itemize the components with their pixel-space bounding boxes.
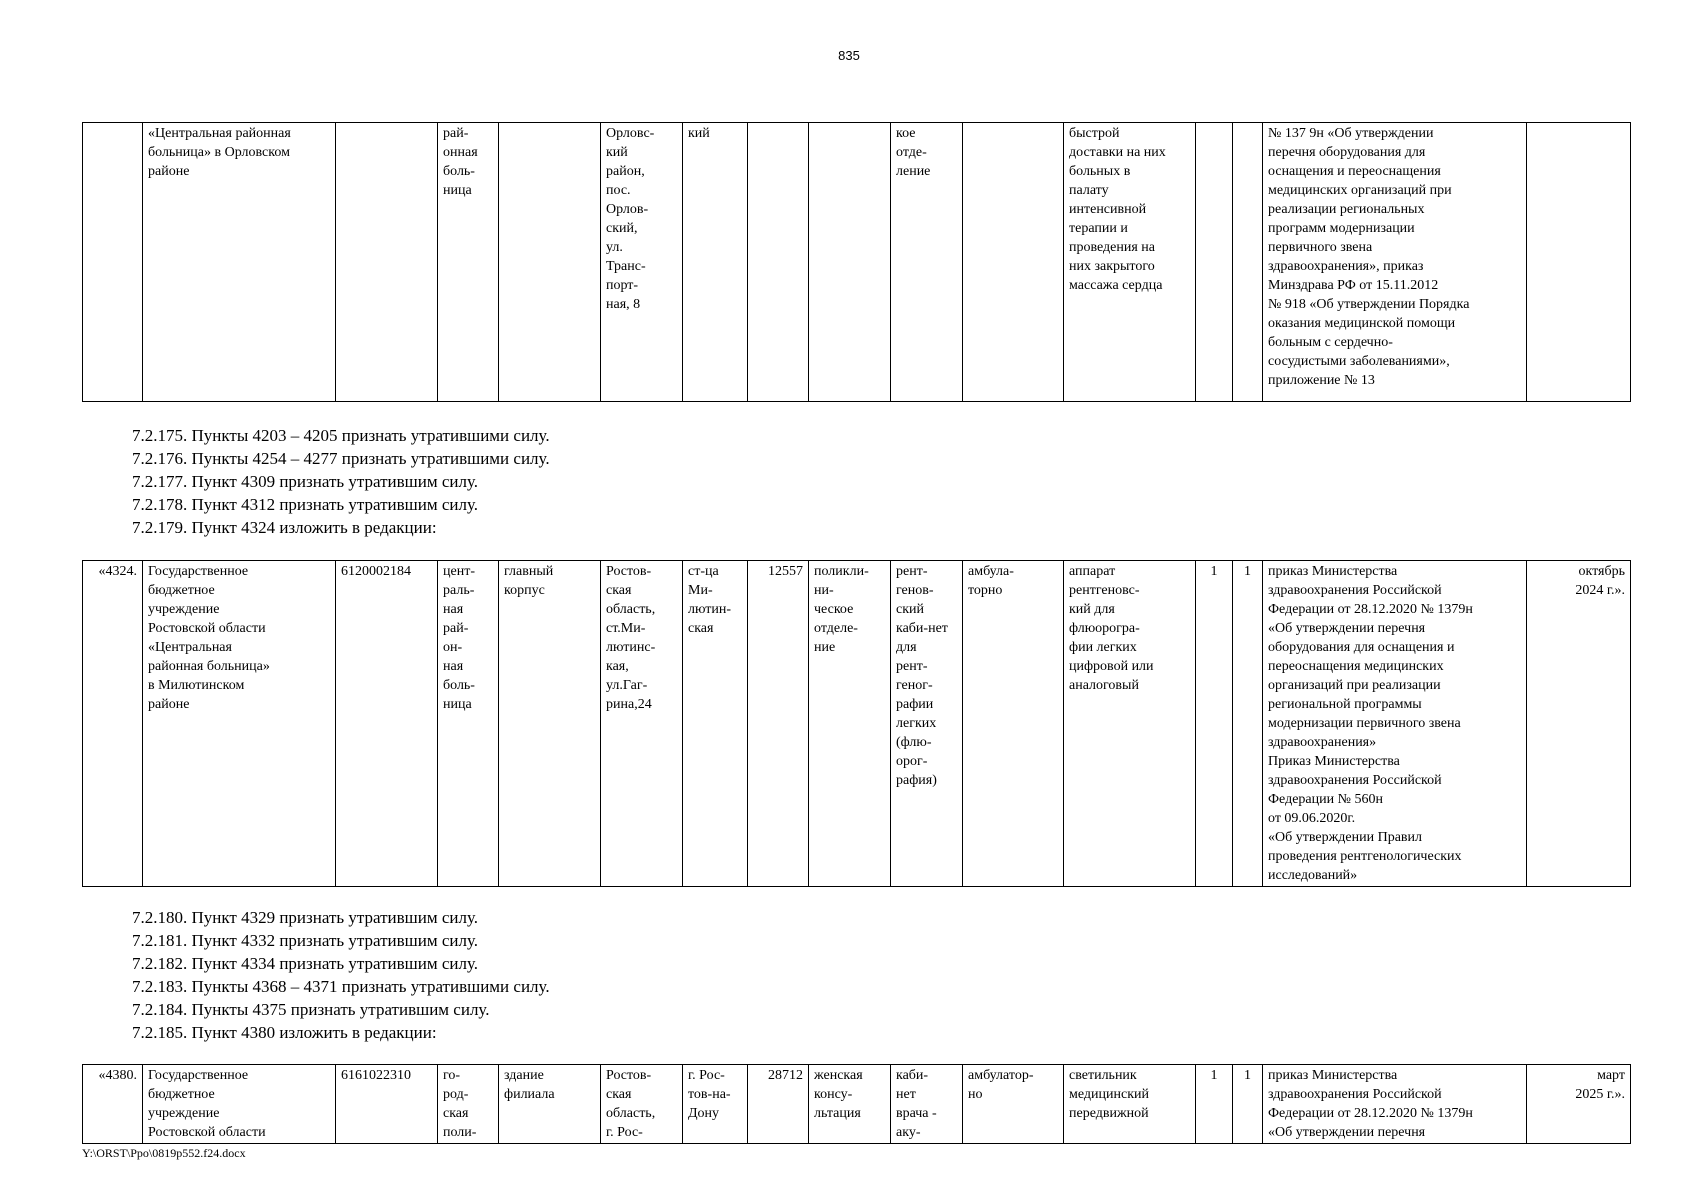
file-path-footer: Y:\ORST\Ppo\0819p552.f24.docx xyxy=(82,1146,246,1160)
cell-legal-basis: № 137 9н «Об утверждении перечня оборудования для оснащения и переоснащения медицинских организаций при реализации региональных программ модернизации первичного звена здравоохранения», приказ Минздрава РФ от 15.11.2012 № 918 «Об утверждении Порядка оказания медицинской помощи больным с сердечно- сосудистыми заболеваниями», приложение № 13 xyxy=(1263,123,1527,402)
paragraph: 7.2.177. Пункт 4309 признать утратившим силу. xyxy=(132,472,479,491)
cell-org-type: рай- онная боль- ница xyxy=(438,123,499,402)
cell-equipment: аппарат рентгеновс- кий для флюорогра- фии легких цифровой или аналоговый xyxy=(1064,561,1196,887)
cell-quantity-a: 1 xyxy=(1196,561,1233,887)
cell-department: каби- нет врача - аку- xyxy=(891,1065,963,1144)
table-item-4380 xyxy=(82,1064,1631,1144)
cell-unit: поликли- ни- ческое отделе- ние xyxy=(809,561,891,887)
cell-quantity-b xyxy=(1233,123,1263,402)
cell-building: здание филиала xyxy=(499,1065,601,1144)
cell-address: Орловс- кий район, пос. Орлов- ский, ул. Транс- порт- ная, 8 xyxy=(601,123,683,402)
paragraph: 7.2.182. Пункт 4334 признать утратившим силу. xyxy=(132,954,479,973)
cell-department: кое отде- ление xyxy=(891,123,963,402)
paragraph: 7.2.185. Пункт 4380 изложить в редакции: xyxy=(132,1023,437,1042)
paragraph: 7.2.175. Пункты 4203 – 4205 признать утратившими силу. xyxy=(132,426,550,445)
cell-organization: Государственное бюджетное учреждение Ростовской области xyxy=(143,1065,336,1144)
paragraph-group-1 xyxy=(132,424,550,539)
cell-quantity-a: 1 xyxy=(1196,1065,1233,1144)
cell-organization: «Центральная районная больница» в Орловском районе xyxy=(143,123,336,402)
paragraph-group-2 xyxy=(132,906,550,1044)
cell-inn: 6161022310 xyxy=(336,1065,438,1144)
cell-population xyxy=(748,123,809,402)
cell-equipment: быстрой доставки на них больных в палату интенсивной терапии и проведения на них закрытого массажа сердца xyxy=(1064,123,1196,402)
cell-building xyxy=(499,123,601,402)
cell-population: 28712 xyxy=(748,1065,809,1144)
table-row xyxy=(83,1065,1631,1144)
cell-org-type: го- род- ская поли- xyxy=(438,1065,499,1144)
cell-care-form xyxy=(963,123,1064,402)
cell-number: «4324. xyxy=(83,561,143,887)
cell-deadline: октябрь 2024 г.». xyxy=(1527,561,1631,887)
table-row xyxy=(83,123,1631,402)
table-continuation xyxy=(82,122,1631,402)
cell-unit: женская консу- льтация xyxy=(809,1065,891,1144)
cell-org-type: цент- раль- ная рай- он- ная боль- ница xyxy=(438,561,499,887)
cell-care-form: амбулатор- но xyxy=(963,1065,1064,1144)
cell-locality: г. Рос- тов-на- Дону xyxy=(683,1065,748,1144)
cell-quantity-a xyxy=(1196,123,1233,402)
paragraph: 7.2.178. Пункт 4312 признать утратившим силу. xyxy=(132,495,479,514)
cell-number xyxy=(83,123,143,402)
cell-legal-basis: приказ Министерства здравоохранения Российской Федерации от 28.12.2020 № 1379н «Об утверждении перечня оборудования для оснащения и переоснащения медицинских организаций при реализации региональной программы модернизации первичного звена здравоохранения» Приказ Министерства здравоохранения Российской Федерации № 560н от 09.06.2020г. «Об утверждении Правил проведения рентгенологических исследований» xyxy=(1263,561,1527,887)
table-row xyxy=(83,561,1631,887)
cell-number: «4380. xyxy=(83,1065,143,1144)
cell-locality: кий xyxy=(683,123,748,402)
cell-inn: 6120002184 xyxy=(336,561,438,887)
cell-department: рент- генов- ский каби-нет для рент- геног- рафии легких (флю- орог- рафия) xyxy=(891,561,963,887)
cell-deadline: март 2025 г.». xyxy=(1527,1065,1631,1144)
paragraph: 7.2.184. Пункты 4375 признать утратившим силу. xyxy=(132,1000,490,1019)
paragraph: 7.2.180. Пункт 4329 признать утратившим силу. xyxy=(132,908,479,927)
cell-inn xyxy=(336,123,438,402)
page-number: 835 xyxy=(838,48,860,63)
table-item-4324 xyxy=(82,560,1631,887)
paragraph: 7.2.176. Пункты 4254 – 4277 признать утратившими силу. xyxy=(132,449,550,468)
cell-care-form: амбула- торно xyxy=(963,561,1064,887)
cell-quantity-b: 1 xyxy=(1233,561,1263,887)
paragraph: 7.2.181. Пункт 4332 признать утратившим силу. xyxy=(132,931,479,950)
cell-address: Ростов- ская область, г. Рос- xyxy=(601,1065,683,1144)
cell-legal-basis: приказ Министерства здравоохранения Российской Федерации от 28.12.2020 № 1379н «Об утверждении перечня xyxy=(1263,1065,1527,1144)
cell-unit xyxy=(809,123,891,402)
cell-building: главный корпус xyxy=(499,561,601,887)
cell-population: 12557 xyxy=(748,561,809,887)
cell-deadline xyxy=(1527,123,1631,402)
cell-equipment: светильник медицинский передвижной xyxy=(1064,1065,1196,1144)
paragraph: 7.2.179. Пункт 4324 изложить в редакции: xyxy=(132,518,437,537)
cell-locality: ст-ца Ми- лютин- ская xyxy=(683,561,748,887)
cell-quantity-b: 1 xyxy=(1233,1065,1263,1144)
cell-organization: Государственное бюджетное учреждение Ростовской области «Центральная районная больница» в Милютинском районе xyxy=(143,561,336,887)
paragraph: 7.2.183. Пункты 4368 – 4371 признать утратившими силу. xyxy=(132,977,550,996)
cell-address: Ростов- ская область, ст.Ми- лютинс- кая, ул.Гаг- рина,24 xyxy=(601,561,683,887)
